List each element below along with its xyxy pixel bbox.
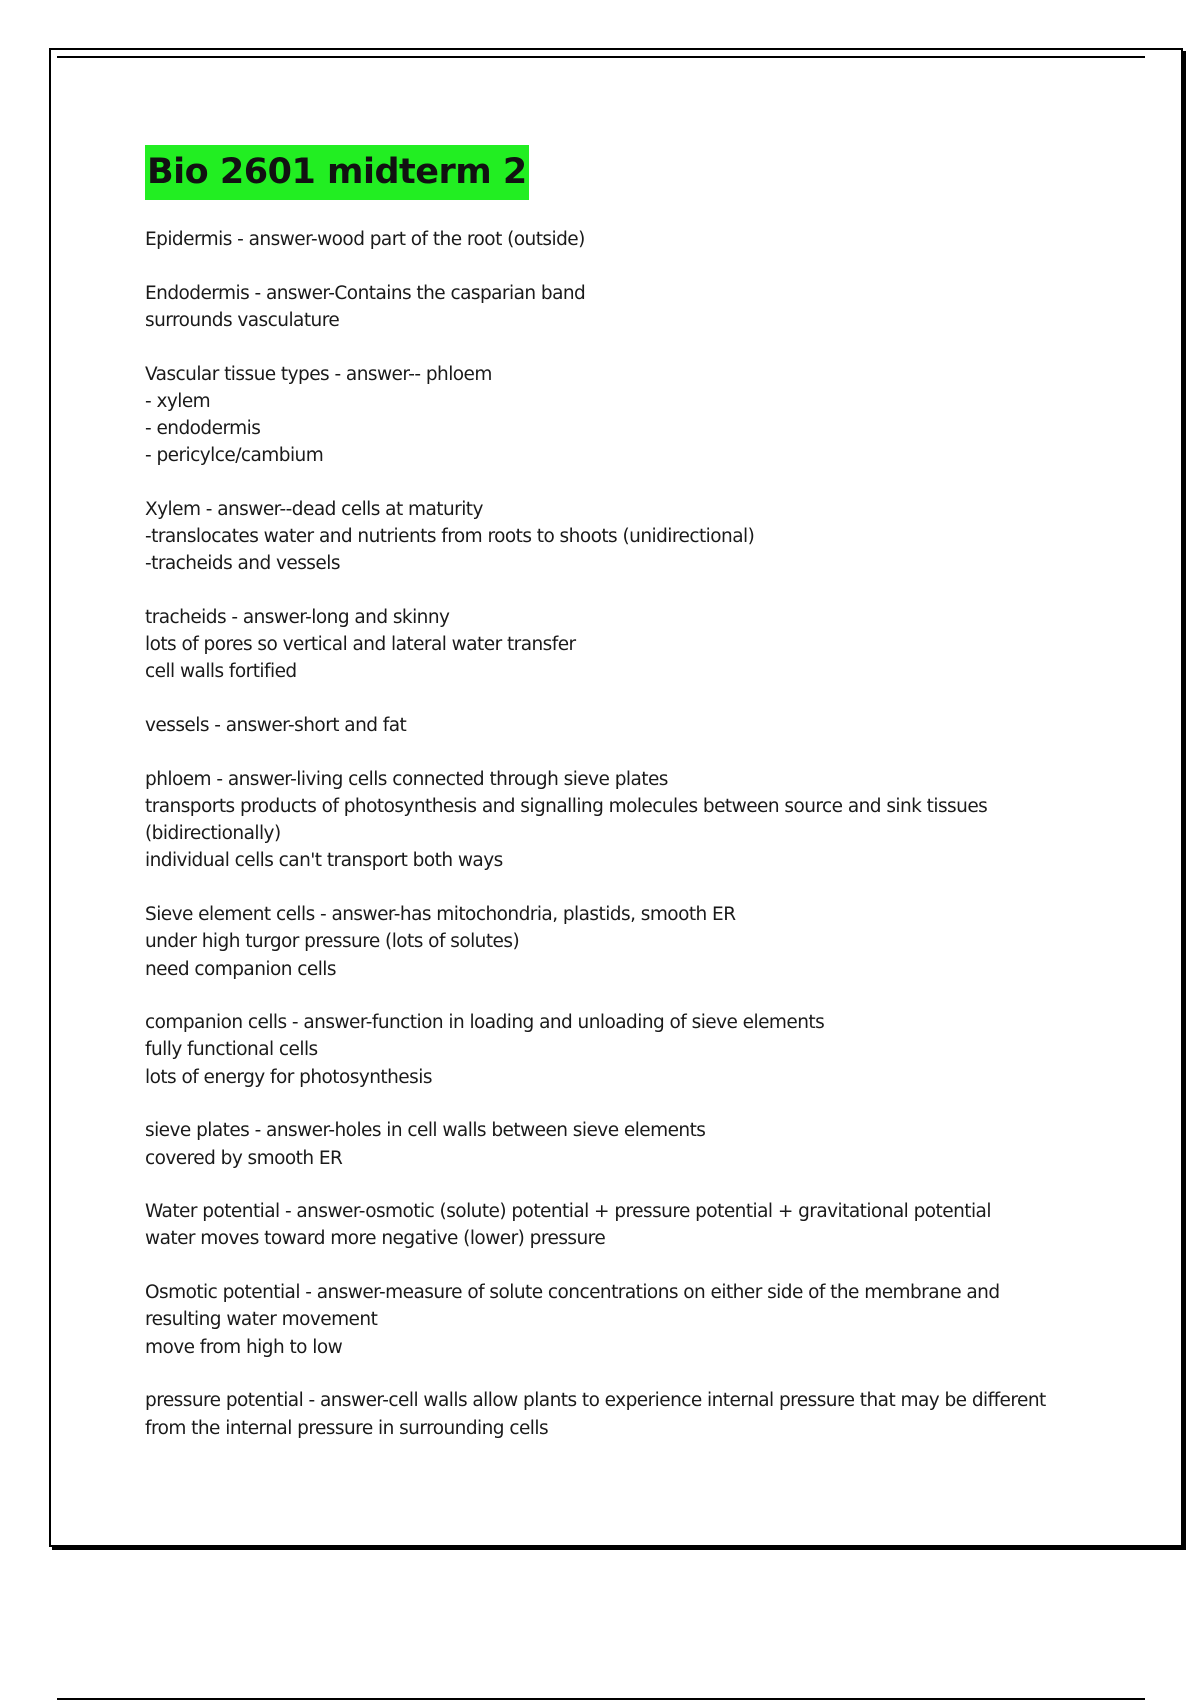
title-wrap [145,145,1095,200]
term-detail-line: transports products of photosynthesis and signalling molecules between source and sink tissues [145,796,988,818]
term-detail-line: covered by smooth ER [145,1147,343,1169]
document-content [145,145,1095,1468]
term-detail-line: surrounds vasculature [145,309,340,331]
term-definition-line: Epidermis - answer-wood part of the root (outside) [145,229,585,250]
term-detail-line: individual cells can't transport both ways [145,850,503,872]
term-entry [145,1117,1095,1171]
term-entry [145,1387,1095,1441]
term-detail-line: need companion cells [145,958,336,980]
term-detail-line: water moves toward more negative (lower) pressure [145,1228,606,1250]
entry-list [145,226,1095,1442]
document-title: Bio 2601 midterm 2 [145,145,529,200]
term-entry [145,1009,1095,1091]
term-entry [145,712,1095,739]
term-detail-line: fully functional cells [145,1039,318,1061]
term-detail-line: - xylem [145,390,211,412]
term-definition-line: Osmotic potential - answer-measure of solute concentrations on either side of the membrane and [145,1282,1000,1304]
term-detail-line: - endodermis [145,418,261,440]
term-definition-line: Sieve element cells - answer-has mitochondria, plastids, smooth ER [145,904,736,926]
term-detail-line: -translocates water and nutrients from roots to shoots (unidirectional) [145,526,755,548]
term-detail-line: (bidirectionally) [145,823,281,845]
term-definition-line: phloem - answer-living cells connected through sieve plates [145,768,668,790]
term-detail-line: - pericylce/cambium [145,445,324,467]
term-definition-line: Vascular tissue types - answer-- phloem [145,363,492,385]
term-detail-line: move from high to low [145,1336,343,1358]
term-definition-line: Endodermis - answer-Contains the casparian band [145,282,586,304]
term-definition-line: companion cells - answer-function in loading and unloading of sieve elements [145,1012,825,1034]
term-definition-line: Water potential - answer-osmotic (solute) potential + pressure potential + gravitational potential [145,1201,991,1223]
term-detail-line: cell walls fortified [145,661,297,683]
term-definition-line: vessels - answer-short and fat [145,715,407,737]
term-definition-line: sieve plates - answer-holes in cell walls between sieve elements [145,1120,706,1142]
term-detail-line: lots of pores so vertical and lateral water transfer [145,634,576,656]
term-entry [145,766,1095,875]
term-definition-line: pressure potential - answer-cell walls allow plants to experience internal pressure that may be different [145,1390,1046,1412]
term-detail-line: -tracheids and vessels [145,553,340,575]
term-definition-line: tracheids - answer-long and skinny [145,607,450,629]
term-detail-line: lots of energy for photosynthesis [145,1066,432,1088]
term-entry [145,1279,1095,1361]
term-entry [145,226,1095,253]
term-detail-line: under high turgor pressure (lots of solutes) [145,931,520,953]
term-entry [145,496,1095,578]
term-definition-line: Xylem - answer--dead cells at maturity [145,498,483,520]
term-entry [145,901,1095,983]
term-detail-line: from the internal pressure in surrounding cells [145,1417,549,1439]
term-entry [145,280,1095,334]
term-entry [145,1198,1095,1252]
term-detail-line: resulting water movement [145,1309,378,1331]
term-entry [145,361,1095,470]
term-entry [145,604,1095,686]
